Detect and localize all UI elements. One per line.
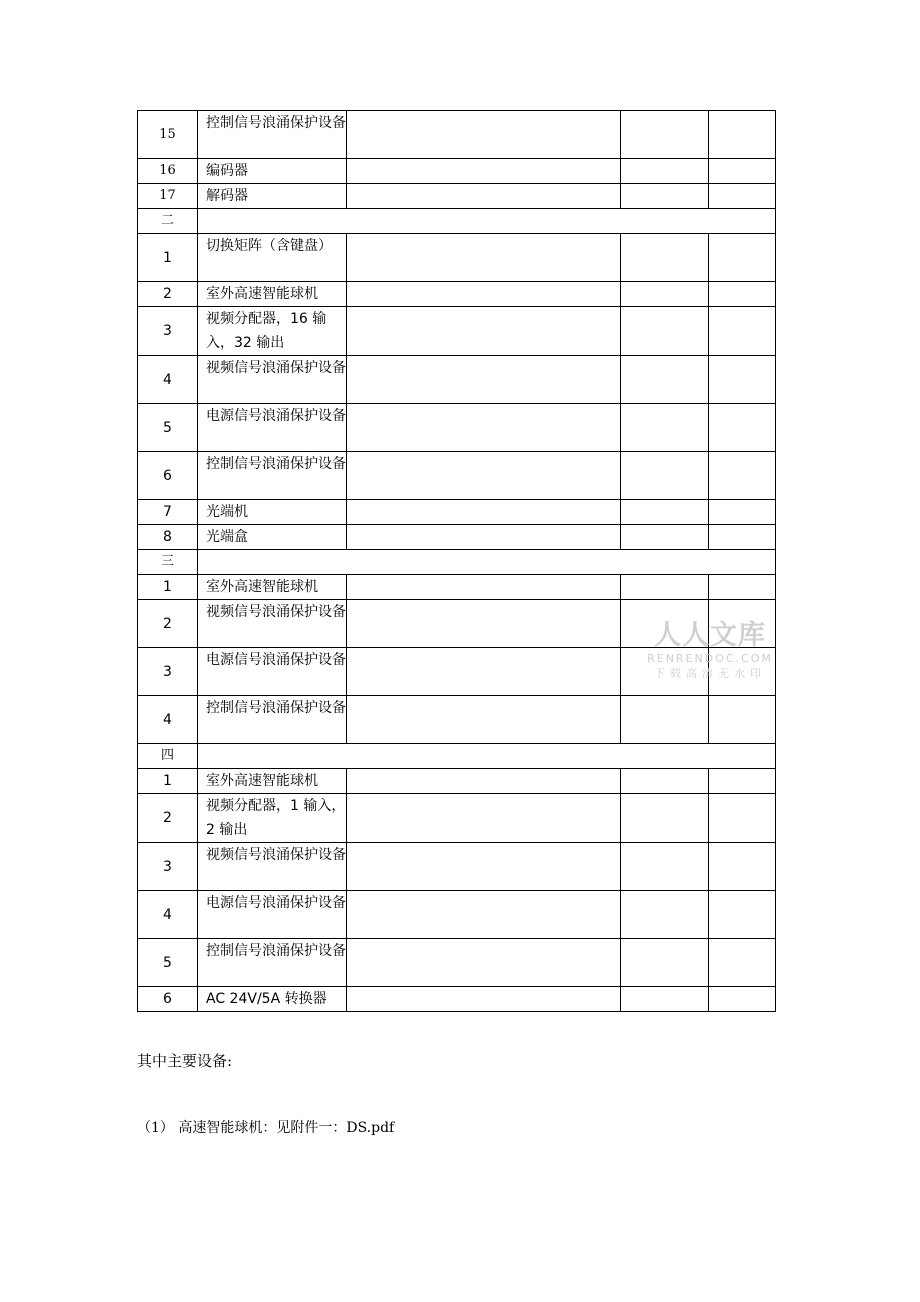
table-row [138,843,776,891]
item-name: 控制信号浪涌保护设备 [198,696,347,744]
empty-cell [709,987,776,1012]
empty-cell [709,282,776,307]
empty-cell [709,159,776,184]
table-row [138,939,776,987]
table-row [138,234,776,282]
empty-cell [621,843,709,891]
item-name: 视频信号浪涌保护设备 [198,843,347,891]
table-row [138,575,776,600]
empty-cell [347,500,621,525]
equipment-table [137,110,776,1012]
table-row [138,404,776,452]
item-name: 室外高速智能球机 [198,575,347,600]
empty-cell [347,891,621,939]
item-name: 切换矩阵（含键盘） [198,234,347,282]
table-row [138,307,776,356]
section-row [138,550,776,575]
item-number: 2 [138,794,198,843]
item-number: 5 [138,404,198,452]
table-row [138,500,776,525]
empty-cell [621,307,709,356]
item-number: 2 [138,282,198,307]
empty-cell [347,987,621,1012]
empty-cell [621,769,709,794]
item-name: 视频信号浪涌保护设备 [198,356,347,404]
item-name: 控制信号浪涌保护设备 [198,111,347,159]
empty-cell [709,843,776,891]
item-number: 6 [138,452,198,500]
section-row [138,209,776,234]
table-row [138,891,776,939]
table-row [138,794,776,843]
empty-cell [709,307,776,356]
item-name: 室外高速智能球机 [198,282,347,307]
empty-cell [347,282,621,307]
empty-cell [709,111,776,159]
empty-cell [709,452,776,500]
item-name: 视频信号浪涌保护设备 [198,600,347,648]
empty-cell [621,500,709,525]
empty-cell [709,696,776,744]
empty-cell [347,184,621,209]
item-number: 4 [138,891,198,939]
empty-cell [621,184,709,209]
item-number: 3 [138,648,198,696]
item-number: 7 [138,500,198,525]
item-name: 光端盒 [198,525,347,550]
empty-cell [621,356,709,404]
item-name: 控制信号浪涌保护设备 [198,452,347,500]
watermark-slogan: 下载高清无水印 [654,667,766,680]
item-number: 15 [138,111,198,159]
empty-cell [347,794,621,843]
item-name: 控制信号浪涌保护设备 [198,939,347,987]
empty-cell [347,356,621,404]
empty-cell [347,111,621,159]
item-name: 室外高速智能球机 [198,769,347,794]
item-number: 1 [138,575,198,600]
empty-cell [621,404,709,452]
empty-cell [709,404,776,452]
watermark-domain: RENRENDOC.COM [647,652,773,665]
empty-cell [347,404,621,452]
main-equipment-heading: 其中主要设备: [137,1052,233,1070]
empty-cell [621,282,709,307]
item-number: 6 [138,987,198,1012]
item-number: 4 [138,356,198,404]
empty-cell [621,696,709,744]
empty-cell [621,987,709,1012]
empty-cell [347,159,621,184]
item-number: 17 [138,184,198,209]
empty-cell [709,769,776,794]
empty-cell [709,575,776,600]
table-row [138,525,776,550]
empty-cell [621,234,709,282]
watermark-title: 人人文库 [654,620,766,651]
item-name: AC 24V/5A 转换器 [198,987,347,1012]
empty-cell [347,307,621,356]
empty-cell [347,769,621,794]
empty-cell [621,575,709,600]
item-name: 光端机 [198,500,347,525]
empty-cell [621,891,709,939]
empty-cell [709,939,776,987]
table-row [138,452,776,500]
equipment-table-body [138,111,776,1012]
empty-cell [347,525,621,550]
empty-cell [709,794,776,843]
empty-cell [709,500,776,525]
item-number: 2 [138,600,198,648]
table-row [138,769,776,794]
table-row [138,987,776,1012]
item-name: 电源信号浪涌保护设备 [198,891,347,939]
item-name: 视频分配器，1 输入，2 输出 [198,794,347,843]
empty-cell [347,234,621,282]
item-number: 8 [138,525,198,550]
watermark [640,620,780,682]
empty-cell [347,843,621,891]
empty-cell [347,575,621,600]
section-label: 三 [138,550,198,575]
empty-cell [621,525,709,550]
empty-cell [347,648,621,696]
table-row [138,159,776,184]
table-row [138,696,776,744]
item-name: 编码器 [198,159,347,184]
table-row [138,184,776,209]
empty-cell [709,234,776,282]
section-empty-cell [198,550,776,575]
item-number: 5 [138,939,198,987]
item-number: 16 [138,159,198,184]
empty-cell [621,159,709,184]
item-name: 电源信号浪涌保护设备 [198,404,347,452]
empty-cell [347,696,621,744]
empty-cell [709,891,776,939]
attachment-note: （1） 高速智能球机：见附件一：DS.pdf [137,1120,395,1136]
section-label: 二 [138,209,198,234]
section-empty-cell [198,209,776,234]
item-name: 视频分配器，16 输入，32 输出 [198,307,347,356]
empty-cell [621,939,709,987]
table-row [138,111,776,159]
item-number: 3 [138,843,198,891]
item-number: 3 [138,307,198,356]
section-label: 四 [138,744,198,769]
empty-cell [709,356,776,404]
table-row [138,282,776,307]
empty-cell [621,794,709,843]
empty-cell [621,111,709,159]
section-empty-cell [198,744,776,769]
empty-cell [709,184,776,209]
item-name: 电源信号浪涌保护设备 [198,648,347,696]
section-row [138,744,776,769]
empty-cell [347,600,621,648]
empty-cell [347,452,621,500]
empty-cell [621,452,709,500]
item-number: 1 [138,234,198,282]
item-number: 1 [138,769,198,794]
empty-cell [347,939,621,987]
item-number: 4 [138,696,198,744]
empty-cell [709,525,776,550]
item-name: 解码器 [198,184,347,209]
table-row [138,356,776,404]
